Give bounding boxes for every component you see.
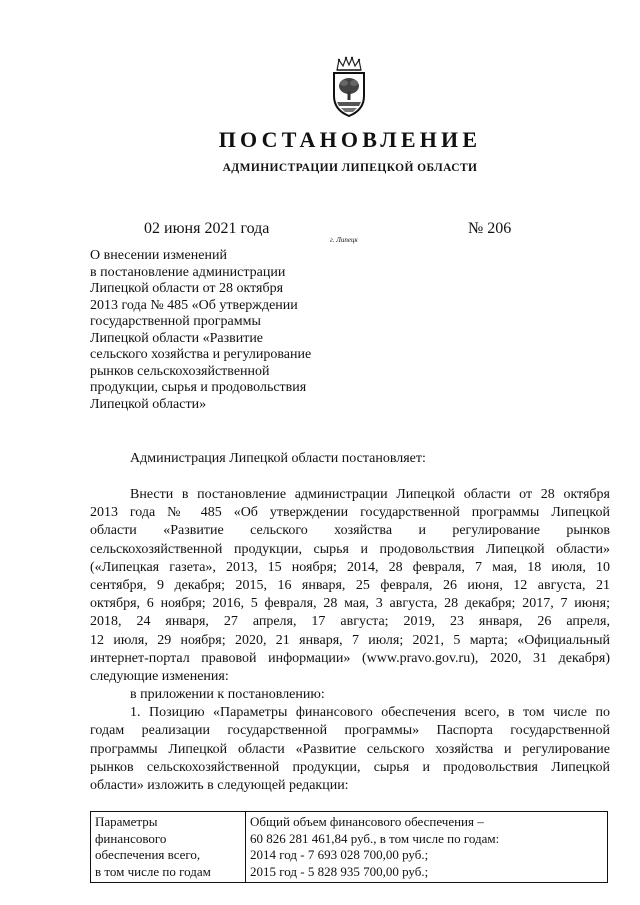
resolution-intro: Администрация Липецкой области постановляет: [130, 451, 426, 466]
table-cell-parameter [91, 812, 246, 883]
paragraph-main [90, 486, 610, 686]
financing-table [90, 811, 608, 883]
subject-line: сельского хозяйства и регулирование [90, 347, 312, 362]
table-row [91, 812, 608, 883]
paragraph-line: годам реализации государственной программы» Паспорта государственной [90, 723, 610, 739]
cell-line: Общий объем финансового обеспечения – [250, 814, 484, 829]
subject-line: 2013 года № 485 «Об утверждении [90, 297, 298, 313]
subject-line: Липецкой области «Развитие [90, 330, 264, 346]
paragraph-amendment [90, 686, 610, 795]
subject-line: государственной программы [90, 314, 261, 329]
paragraph-line: программы Липецкой области «Развитие сельского хозяйства и регулирование [90, 741, 610, 757]
subject-line: Липецкой области» [90, 396, 207, 412]
subject-line: Липецкой области от 28 октября [90, 281, 284, 296]
cell-line: финансового [95, 830, 167, 846]
paragraph-line: интернет-портал правовой информации» (www.pravo.gov.ru), 2020, 31 декабря) [90, 650, 610, 666]
subject-line: в постановление администрации [90, 264, 286, 280]
paragraph-line: сельскохозяйственной продукции, сырья и продовольствия Липецкой области» [90, 541, 610, 557]
coat-of-arms-emblem [327, 56, 371, 118]
paragraph-line: сентября, 9 декабря; 2015, 16 января, 25 февраля, 26 июня, 12 августа, 21 [90, 578, 610, 594]
table-cell-value [246, 812, 608, 883]
paragraph-line: области» изложить в следующей редакции: [90, 778, 349, 794]
subject-line: продукции, сырья и продовольствия [90, 380, 307, 395]
cell-line: Параметры [95, 814, 158, 829]
document-number: № 206 [468, 220, 512, 237]
cell-line: обеспечения всего, [95, 847, 201, 862]
cell-line: 2014 год - 7 693 028 700,00 руб.; [250, 847, 429, 862]
paragraph-line: 1. Позицию «Параметры финансового обеспечения всего, в том числе по [130, 705, 610, 721]
document-date: 02 июня 2021 года [144, 220, 270, 237]
paragraph-line: в приложении к постановлению: [130, 687, 325, 702]
document-subtitle: АДМИНИСТРАЦИИ ЛИПЕЦКОЙ ОБЛАСТИ [222, 162, 478, 174]
paragraph-line: следующие изменения: [90, 669, 229, 685]
paragraph-line: 2018, 24 января, 27 апреля, 17 августа; 2019, 23 января, 26 апреля, [90, 614, 610, 630]
cell-line: 2015 год - 5 828 935 700,00 руб.; [250, 863, 429, 879]
cell-line: 60 826 281 461,84 руб., в том числе по годам: [250, 830, 500, 846]
document-subject [90, 248, 360, 413]
paragraph-line: Внести в постановление администрации Липецкой области от 28 октября [130, 487, 610, 502]
paragraph-line: октября, 6 ноября; 2016, 5 февраля, 28 мая, 3 августа, 28 декабря; 2017, 7 июня; [90, 596, 610, 612]
document-city: г. Липецк [330, 236, 358, 244]
paragraph-line: 12 июля, 29 ноября; 2020, 21 января, 7 июля; 2021, 5 марта; «Официальный [90, 632, 610, 648]
paragraph-line: 2013 года № 485 «Об утверждении государственной программы Липецкой [90, 505, 610, 521]
paragraph-line: рынков сельскохозяйственной продукции, сырья и продовольствия Липецкой [90, 759, 610, 775]
subject-line: О внесении изменений [90, 248, 227, 263]
document-title: ПОСТАНОВЛЕНИЕ [218, 127, 482, 152]
paragraph-line: области «Развитие сельского хозяйства и регулирование рынков [90, 523, 610, 539]
subject-line: рынков сельскохозяйственной [90, 363, 270, 379]
cell-line: в том числе по годам [95, 863, 211, 879]
paragraph-line: («Липецкая газета», 2013, 15 ноября; 2014, 28 февраля, 7 мая, 18 июля, 10 [90, 559, 610, 575]
